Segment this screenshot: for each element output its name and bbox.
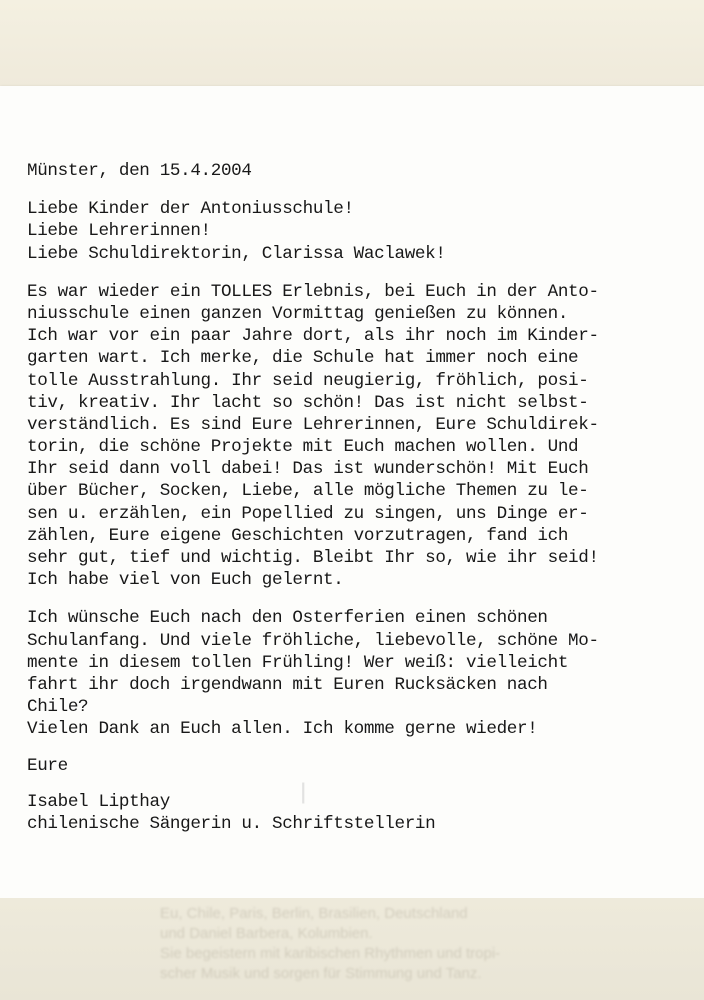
greeting-line: Liebe Schuldirektorin, Clarissa Waclawek! [27,243,446,264]
letter-date: Münster, den 15.4.2004 [27,161,252,181]
faint-pen-mark: ǀ [300,780,307,805]
signature-name: Isabel Lipthay [27,791,170,812]
bleed-through-line: Eu, Chile, Paris, Berlin, Brasilien, Deutschland [160,905,468,922]
paragraph-line: zählen, Eure eigene Geschichten vorzutragen, fand ich [27,525,569,546]
paragraph-line: Ich war vor ein paar Jahre dort, als ihr noch im Kinder- [27,326,599,347]
signature-title: chilenische Sängerin u. Schriftstellerin [27,813,436,834]
paragraph-line: Chile? [27,697,89,718]
paragraph-line: sen u. erzählen, ein Popellied zu singen, uns Dinge er- [27,503,589,524]
paragraph-line: garten wart. Ich merke, die Schule hat immer noch eine [27,348,579,369]
bleed-through-line: scher Musik und sorgen für Stimmung und Tanz. [160,965,482,982]
paragraph-thanks [27,281,697,592]
bleed-through-text [160,904,660,984]
paragraph-line: niusschule einen ganzen Vormittag genießen zu können. [27,303,569,324]
paragraph-line: Ich habe viel von Euch gelernt. [27,570,344,591]
paragraph-line: sehr gut, tief und wichtig. Bleibt Ihr so, wie ihr seid! [27,548,599,568]
greeting-line: Liebe Lehrerinnen! [27,221,211,242]
bleed-through-line: Sie begeistern mit karibischen Rhythmen und tropi- [160,945,501,962]
scan-top-background [0,0,704,88]
paragraph-line: Vielen Dank an Euch allen. Ich komme gerne wieder! [27,719,538,740]
letter-closing: Eure [27,755,68,776]
paragraph-line: fahrt ihr doch irgendwann mit Euren Rucksäcken nach [27,674,548,695]
paragraph-line: Ich wünsche Euch nach den Osterferien einen schönen [27,608,548,629]
bleed-through-line: und Daniel Barbera, Kolumbien. [160,925,373,942]
paragraph-wishes [27,607,697,740]
paragraph-line: verständlich. Es sind Eure Lehrerinnen, Eure Schuldirek- [27,414,599,435]
paragraph-line: tiv, kreativ. Ihr lacht so schön! Das ist nicht selbst- [27,392,589,413]
paragraph-line: tolle Ausstrahlung. Ihr seid neugierig, fröhlich, posi- [27,370,589,391]
paragraph-line: Es war wieder ein TOLLES Erlebnis, bei Euch in der Anto- [27,281,599,302]
letter-body [27,160,697,835]
greeting-line: Liebe Kinder der Antoniusschule! [27,199,354,220]
paragraph-line: über Bücher, Socken, Liebe, alle mögliche Themen zu le- [27,481,589,502]
paragraph-line: mente in diesem tollen Frühling! Wer weiß: vielleicht [27,652,569,673]
paragraph-line: Ihr seid dann voll dabei! Das ist wunderschön! Mit Euch [27,459,589,480]
paragraph-line: torin, die schöne Projekte mit Euch machen wollen. Und [27,437,579,458]
paragraph-line: Schulanfang. Und viele fröhliche, liebevolle, schöne Mo- [27,630,599,651]
greeting-block [27,198,697,265]
